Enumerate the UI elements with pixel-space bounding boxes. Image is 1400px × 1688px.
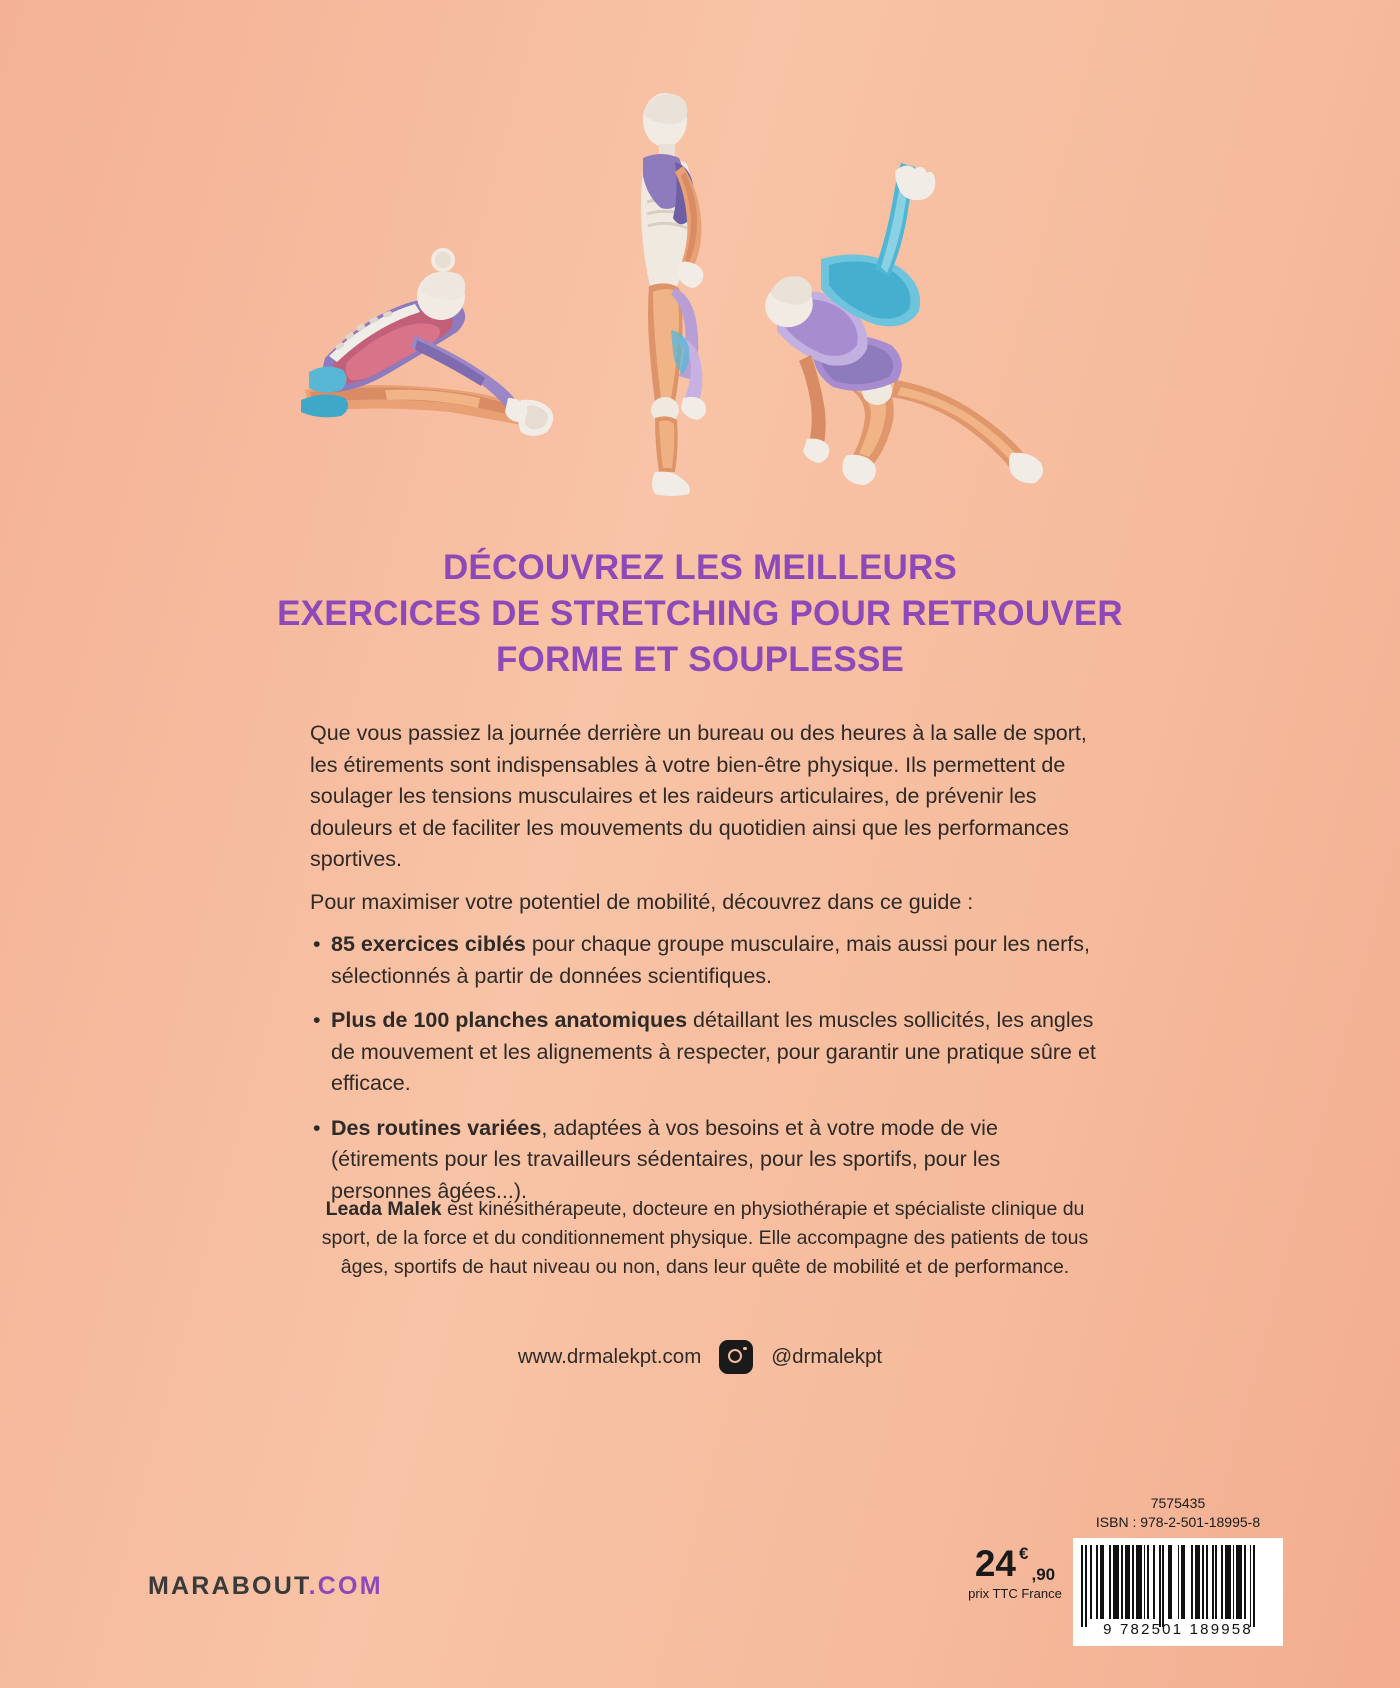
author-links: [0, 1340, 1400, 1374]
author-name: Leada Malek: [325, 1198, 442, 1220]
price-amount: 24: [974, 1543, 1017, 1584]
bullet-rest: , adaptées à vos besoins et à votre mode de vie (étirements pour les travailleurs sédentaires, pour les sportifs, pour les personnes âgées...).: [331, 1115, 1001, 1203]
author-website-link[interactable]: www.drmalekpt.com: [517, 1345, 702, 1368]
barcode-bars: [1081, 1545, 1275, 1619]
barcode: [1073, 1538, 1283, 1646]
isbn-number: ISBN : 978-2-501-18995-8: [1095, 1514, 1261, 1530]
author-bio-text: est kinésithérapeute, docteure en physiothérapie et spécialiste clinique du sport, de la force et du conditionnement physique. Elle accompagne des patients de tous âges, sportifs de haut niveau ou non, dans leur quête de mobilité et de performance.: [321, 1198, 1089, 1278]
back-cover-description: [310, 718, 1100, 1220]
bullet-rest: pour chaque groupe musculaire, mais aussi pour les nerfs, sélectionnés à partir de données scientifiques.: [331, 932, 1090, 988]
bullet-rest: détaillant les muscles sollicités, les angles de mouvement et les alignements à respecter, pour garantir une pratique sûre et efficace.: [331, 1008, 1096, 1095]
list-item: [310, 929, 1100, 992]
page-headline: [0, 545, 1400, 683]
publisher-name: MARABOUT: [148, 1572, 309, 1600]
publisher-logo[interactable]: [148, 1572, 383, 1601]
list-item: [310, 1005, 1100, 1100]
instagram-handle[interactable]: @drmalekpt: [771, 1345, 883, 1368]
feature-bullet-list: [310, 929, 1100, 1207]
description-paragraph-2: Pour maximiser votre potentiel de mobilité, découvrez dans ce guide :: [310, 889, 974, 914]
description-paragraph-1: Que vous passiez la journée derrière un bureau ou des heures à la salle de sport, les étirements sont indispensables à votre bien-être physique. Ils permettent de soulager les tensions musculaires et les raideurs articulaires, de prévenir les douleurs et de faciliter les mouvements du quotidien ainsi que les performances sportives.: [310, 721, 1087, 871]
price-currency: €: [1019, 1544, 1029, 1563]
price-note: prix TTC France: [968, 1586, 1062, 1601]
instagram-icon[interactable]: [719, 1340, 753, 1374]
price-row: [960, 1545, 1070, 1583]
lunge-twist-figure: [725, 155, 1065, 515]
internal-code: 7575435: [1150, 1495, 1206, 1511]
bullet-lead: 85 exercices ciblés: [331, 932, 526, 956]
isbn-block: [1073, 1494, 1283, 1532]
bullet-lead: Plus de 100 planches anatomiques: [331, 1008, 688, 1032]
price-block: [960, 1545, 1070, 1601]
bullet-lead: Des routines variées: [331, 1115, 542, 1140]
seated-forward-fold-figure: [265, 240, 565, 470]
anatomy-illustration-group: [0, 60, 1400, 490]
headline-line-3: FORME ET SOUPLESSE: [495, 640, 905, 679]
headline-line-2: EXERCICES DE STRETCHING POUR RETROUVER: [277, 594, 1123, 633]
author-bio: [300, 1195, 1110, 1282]
publisher-domain: .COM: [308, 1572, 383, 1600]
barcode-digits: 9 782501 189958: [1103, 1621, 1253, 1638]
headline-line-1: DÉCOUVREZ LES MEILLEURS: [442, 548, 958, 587]
list-item: [310, 1113, 1100, 1208]
price-cents: ,90: [1031, 1565, 1056, 1584]
